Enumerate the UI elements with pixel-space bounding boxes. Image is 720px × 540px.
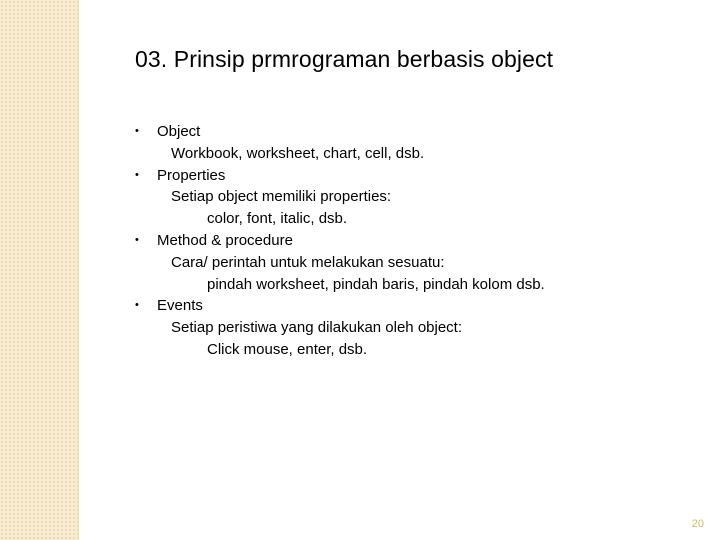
bullet-list: [135, 121, 695, 361]
bullet-description: Setiap peristiwa yang dilakukan oleh object:: [171, 319, 463, 337]
bullet-icon: •: [135, 125, 139, 137]
bullet-label: Method & procedure: [157, 231, 293, 249]
decorative-side-strip: [0, 0, 79, 540]
bullet-item-object: [135, 121, 695, 143]
bullet-label: Object: [157, 123, 201, 140]
bullet-icon: •: [135, 233, 139, 246]
slide-title: 03. Prinsip prmrograman berbasis object: [135, 46, 554, 72]
bullet-description: Cara/ perintah untuk melakukan sesuatu:: [171, 253, 445, 271]
page-number: 20: [691, 518, 704, 530]
bullet-description: Workbook, worksheet, chart, cell, dsb.: [171, 144, 425, 162]
bullet-description: Setiap object memiliki properties:: [171, 188, 392, 206]
bullet-label: Properties: [157, 166, 226, 184]
bullet-icon: •: [135, 168, 139, 181]
bullet-detail: Click mouse, enter, dsb.: [207, 340, 368, 358]
bullet-item-events: [135, 295, 695, 317]
bullet-label: Events: [157, 297, 203, 315]
bullet-item-method: [135, 230, 695, 252]
bullet-detail: pindah worksheet, pindah baris, pindah kolom dsb.: [207, 275, 545, 293]
bullet-icon: •: [135, 299, 139, 312]
bullet-item-properties: [135, 165, 695, 187]
bullet-detail: color, font, italic, dsb.: [207, 210, 348, 228]
